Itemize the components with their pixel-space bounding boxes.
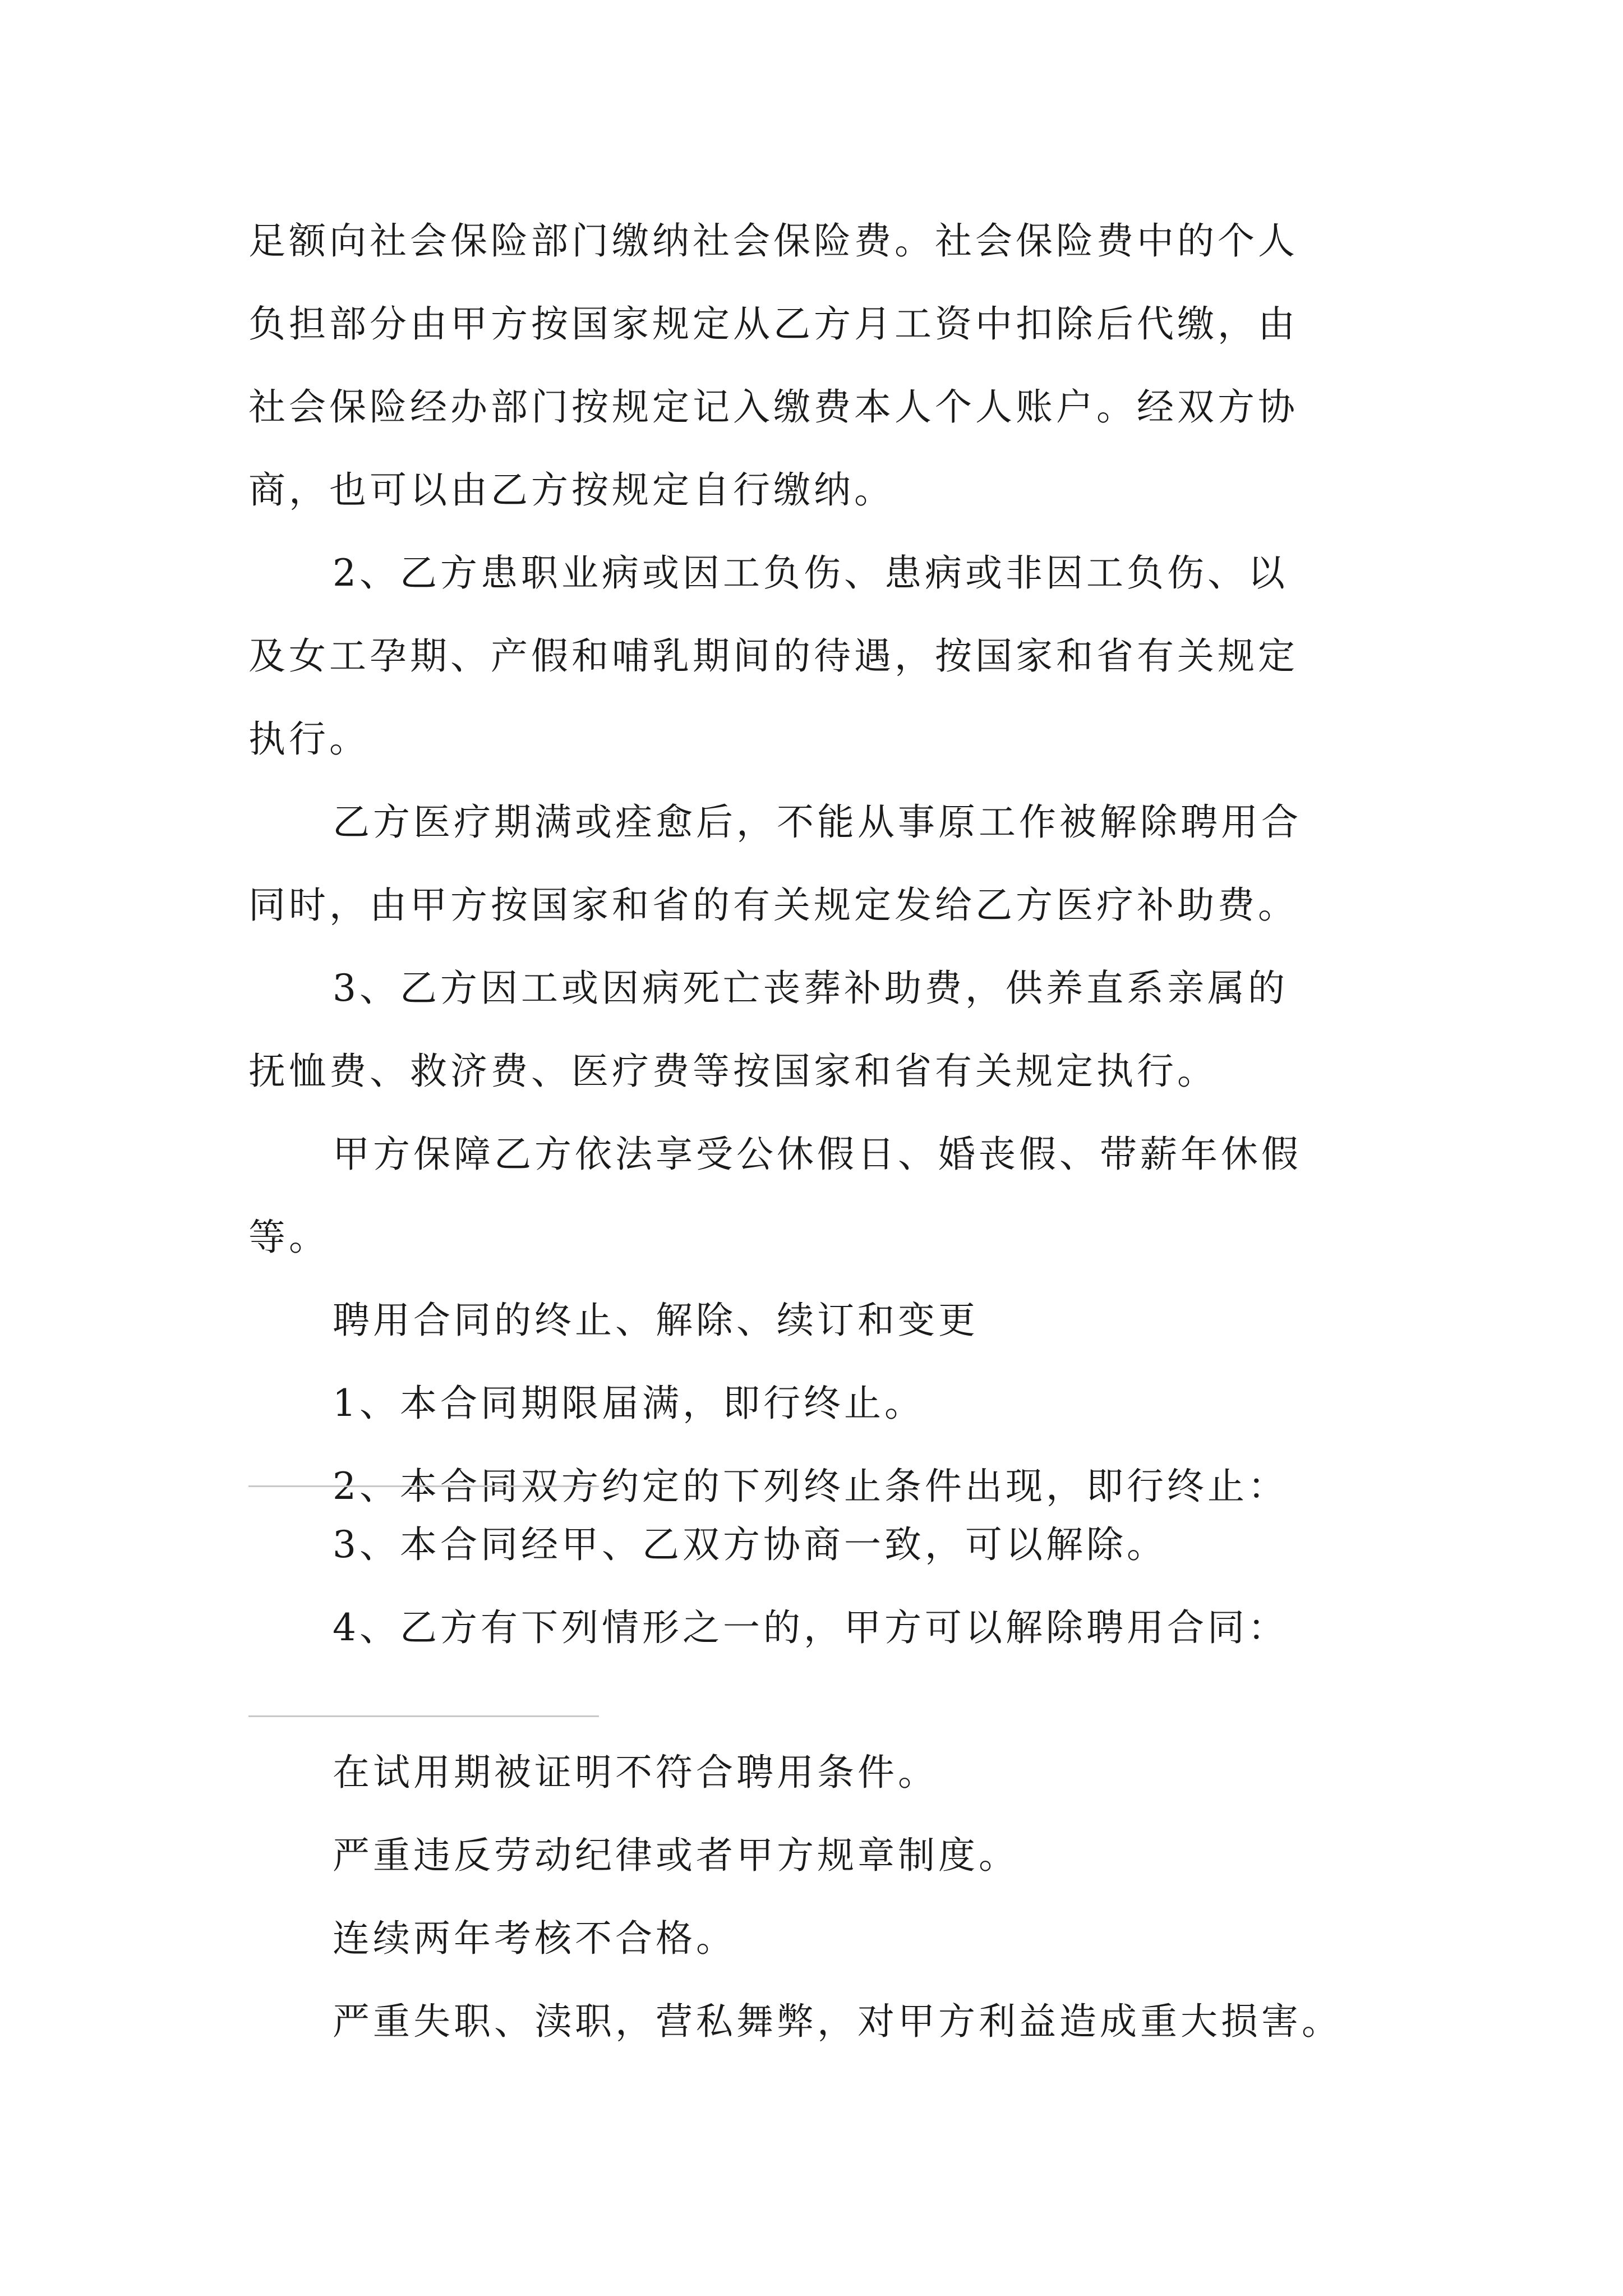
text-line: 连续两年考核不合格。: [333, 1917, 736, 1960]
text-line: 2、本合同双方约定的下列终止条件出现，即行终止：: [333, 1465, 1288, 1508]
text-line: 乙方医疗期满或痊愈后，不能从事原工作被解除聘用合: [333, 800, 1302, 844]
text-line: 严重违反劳动纪律或者甲方规章制度。: [333, 1834, 1019, 1877]
text-line: 聘用合同的终止、解除、续订和变更: [333, 1299, 979, 1342]
text-line: 在试用期被证明不符合聘用条件。: [333, 1751, 938, 1794]
paragraph-block-dissolution: [248, 1503, 1387, 1669]
text-line: 执行。: [248, 717, 370, 761]
text-line: 甲方保障乙方依法享受公休假日、婚丧假、带薪年休假: [333, 1133, 1302, 1176]
paragraph-block-insurance-and-termination: [248, 200, 1387, 1528]
fill-in-blank-line: [248, 1485, 599, 1487]
text-line: 3、乙方因工或因病死亡丧葬补助费，供养直系亲属的: [333, 967, 1288, 1010]
text-line: 等。: [248, 1216, 329, 1259]
fill-in-blank-line: [248, 1715, 599, 1717]
text-line: 3、本合同经甲、乙双方协商一致，可以解除。: [333, 1523, 1167, 1566]
paragraph-block-dismissal-conditions: [248, 1731, 1387, 2063]
text-line: 严重失职、渎职，营私舞弊，对甲方利益造成重大损害。: [333, 2000, 1342, 2043]
text-line: 足额向社会保险部门缴纳社会保险费。社会保险费中的个人: [248, 219, 1298, 263]
text-line: 商，也可以由乙方按规定自行缴纳。: [248, 468, 895, 512]
text-line: 4、乙方有下列情形之一的，甲方可以解除聘用合同：: [333, 1606, 1288, 1649]
text-line: 及女工孕期、产假和哺乳期间的待遇，按国家和省有关规定: [248, 634, 1298, 678]
text-line: 同时，由甲方按国家和省的有关规定发给乙方医疗补助费。: [248, 884, 1298, 927]
text-line: 负担部分由甲方按国家规定从乙方月工资中扣除后代缴，由: [248, 302, 1298, 346]
text-line: 2、乙方患职业病或因工负伤、患病或非因工负伤、以: [333, 551, 1288, 595]
text-line: 抚恤费、救济费、医疗费等按国家和省有关规定执行。: [248, 1050, 1218, 1093]
text-line: 社会保险经办部门按规定记入缴费本人个人账户。经双方协: [248, 385, 1298, 429]
text-line: 1、本合同期限届满，即行终止。: [333, 1382, 925, 1425]
